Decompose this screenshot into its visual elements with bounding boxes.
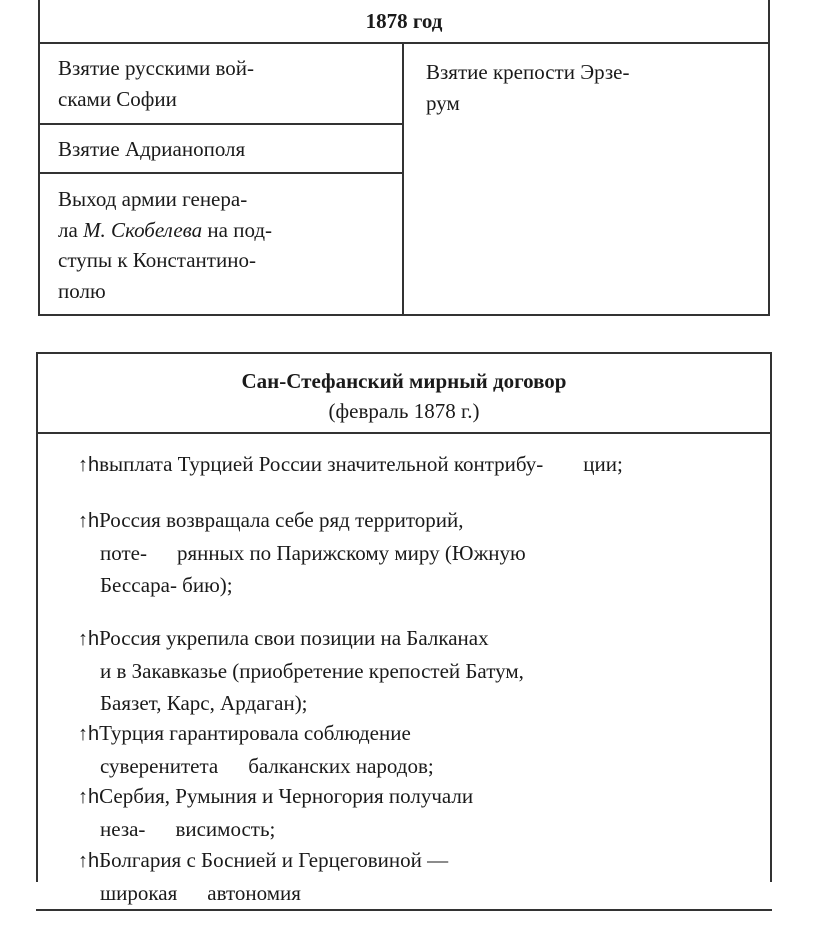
bottom-divider [36,909,772,911]
list-item [78,717,434,782]
cell-line: Взятие Адрианополя [58,137,246,161]
list-item [78,504,526,601]
item-text: автономия [207,881,301,905]
san-stefano-treaty-table [36,352,772,905]
list-item [78,448,623,481]
list-item [78,622,524,719]
item-text: Россия укрепила свои позиции на Балканах [99,626,489,650]
item-text: рянных по Парижскому миру (Южную [176,541,526,565]
treaty-header [38,354,770,434]
cell-line: Взятие русскими вой- [58,56,255,80]
item-text: выплата Турцией России значительной контрибу- [99,452,544,476]
arrow-up-icon: ↑h [78,628,100,650]
cell-line: полю [58,278,106,303]
arrow-up-icon: ↑h [78,723,100,745]
table-cell [40,125,402,174]
right-cell [404,44,768,314]
item-text: Бессара- бию); [100,573,233,597]
item-text: и в Закавказье (приобретение крепостей Батум, [100,659,524,683]
list-item [78,844,448,909]
arrow-up-icon: ↑h [78,786,100,808]
cell-text: на под- [202,217,273,242]
treaty-title: Сан-Стефанский мирный договор [241,369,567,393]
item-text: неза- [100,817,146,841]
item-text: Турция гарантировала соблюдение [99,721,411,745]
item-text: Сербия, Румыния и Черногория получали [99,784,474,808]
item-text: широкая [100,881,178,905]
item-text: поте- [100,541,147,565]
table-cell [40,44,402,125]
arrow-up-icon: ↑h [78,454,100,476]
treaty-date: (февраль 1878 г.) [328,399,480,423]
cell-text: ла [58,217,84,242]
item-text: суверенитета [100,754,219,778]
commander-name: М. Скобелева [83,217,203,242]
item-text: ции; [583,452,623,476]
arrow-up-icon: ↑h [78,850,100,872]
table-title: 1878 год [40,0,768,44]
item-text: Болгария с Боснией и Герцеговиной — [99,848,449,872]
left-column [40,44,404,314]
cell-line: Выход армии генера- [58,187,248,211]
cell-line: ступы к Константино- [58,248,256,272]
arrow-up-icon: ↑h [78,510,100,532]
cell-line: сками Софии [58,87,177,111]
cell-line: Взятие крепости Эрзе- [426,60,630,84]
item-text: Баязет, Карс, Ардаган); [100,691,308,715]
item-text: балканских народов; [248,754,434,778]
item-text: Россия возвращала себе ряд территорий, [99,508,464,532]
list-item [78,780,473,845]
cell-line [58,215,388,246]
cell-line: рум [426,91,460,115]
item-text: висимость; [175,817,276,841]
table-1878 [38,0,770,316]
table-cell [40,174,402,314]
